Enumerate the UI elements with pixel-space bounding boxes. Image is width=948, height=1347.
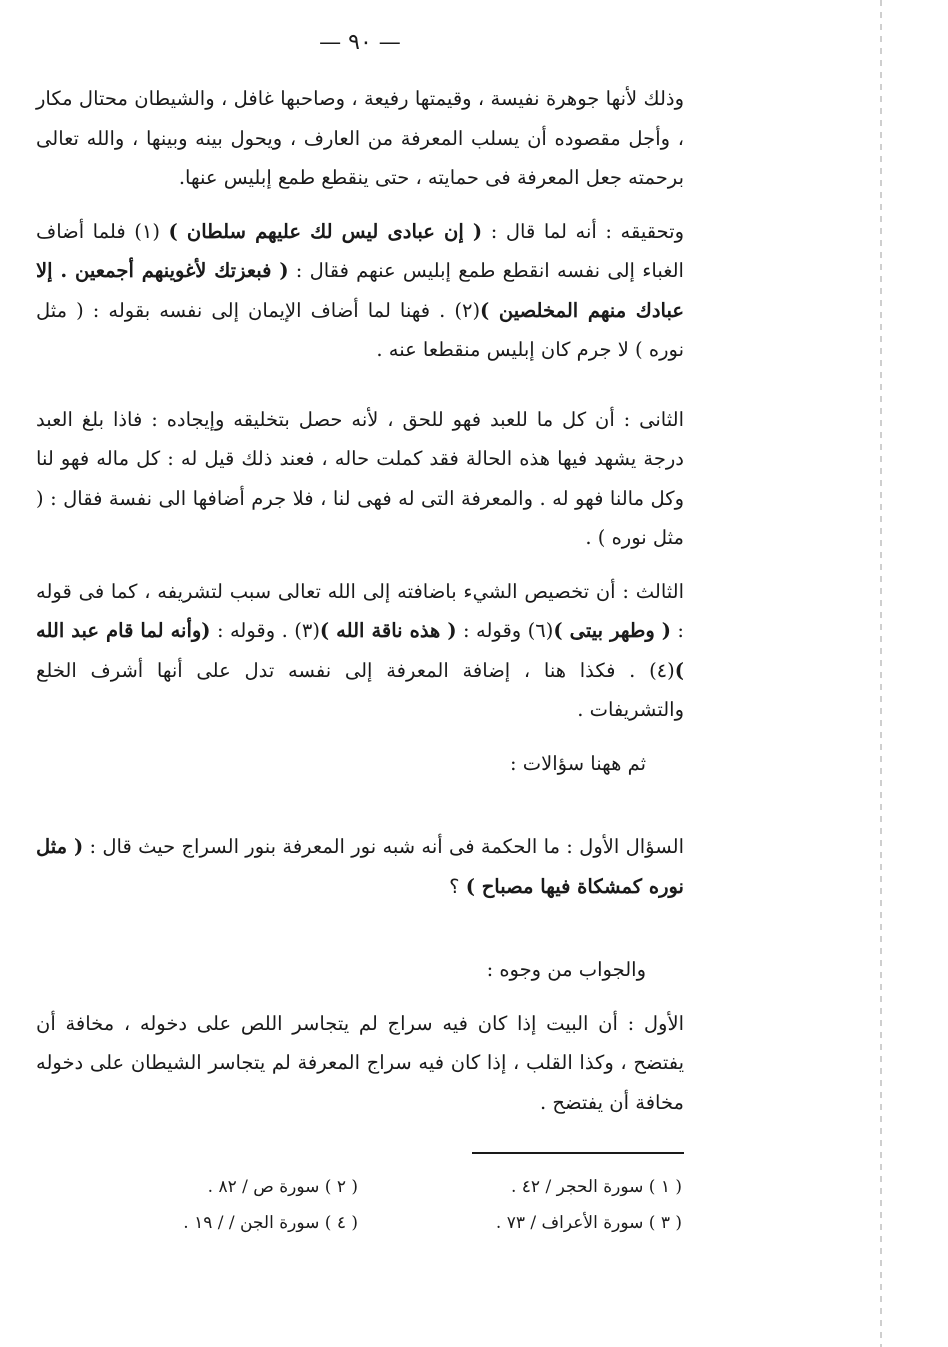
paragraph-text: ؟ [449,874,466,898]
footnote-4: ( ٤ ) سورة الجن / / ١٩ . [183,1213,358,1233]
quran-quote: ( هذه ناقة الله ) [319,619,457,642]
footnote-2: ( ٢ ) سورة ص / ٨٢ . [207,1177,358,1197]
paragraph-text: والجواب من وجوه : [486,958,646,981]
paragraph-text: ثم ههنا سؤالات : [510,751,646,775]
paragraph-text: (١) فلما أضاف الغباء إلى نفسه انقطع طمع إبليس عنهم فقال : [36,219,684,282]
footnotes [36,1172,684,1238]
quran-quote: (وأنه لما قام عبد الله ) [36,619,684,682]
paragraph-text: (٦) وقوله : [456,619,554,642]
footnote-3: ( ٣ ) سورة الأعراف / ٧٣ . [495,1213,682,1233]
paragraph-text: الثانى : أن كل ما للعبد فهو للحق ، لأنه حصل بتخليقه وإيجاده : فاذا بلغ العبد درجة يشهد فيها هذه الحالة فقد كملت حاله ، فعند ذلك قيل له : كل ماله فهو لنا وكل مالنا فهو له . والمعرفة التى له فهى لنا ، فلا جرم أضافها الى نفسة فقال : ( مثل نوره ) . [36,407,684,549]
paragraph-4 [36,572,684,730]
paragraph-8 [36,1004,684,1123]
quran-quote: ( فبعزتك لأغوينهم أجمعين . إلا عبادك منهم المخلصين ) [36,259,684,322]
paragraph-text: وتحقيقه : أنه لما قال : [482,219,684,243]
quran-quote: ( إن عبادى ليس لك عليهم سلطان ) [168,219,483,243]
paragraph-6 [36,827,684,906]
paragraph-text: (٣) . وقوله : [210,619,320,642]
paragraph-2 [36,212,684,370]
scan-edge-mark [880,0,882,1347]
quran-quote: ( وطهر بيتى ) [553,619,671,642]
footnote-divider [472,1152,684,1154]
paragraph-text: وذلك لأنها جوهرة نفيسة ، وقيمتها رفيعة ، وصاحبها غافل ، والشيطان محتال مكار ، وأجل مقصوده أن يسلب المعرفة من العارف ، ويحول بينه وبينها ، والله تعالى برحمته جعل المعرفة فى حمايته ، حتى ينقطع طمع إبليس عنها. [36,87,684,189]
quran-quote: ( مثل نوره كمشكاة فيها مصباح ) [36,835,684,898]
document-page [36,30,684,1238]
paragraph-text: (٤) . فكذا هنا ، إضافة المعرفة إلى نفسه تدل على أنها أشرف الخلع والتشريفات . [36,658,684,721]
paragraph-5 [36,744,684,784]
footnote-1: ( ١ ) سورة الحجر / ٤٢ . [510,1177,682,1197]
page-number: — ٩٠ — [319,30,401,55]
paragraph-text: (٢) . فهنا لما أضاف الإيمان إلى نفسه بقوله : ( مثل نوره ) لا جرم كان إبليس منقطعا عنه . [36,298,684,361]
paragraph-1 [36,79,684,198]
paragraph-text: الثالث : أن تخصيص الشيء باضافته إلى الله تعالى سبب لتشريفه ، كما فى قوله : [36,579,684,642]
paragraph-text: الأول : أن البيت إذا كان فيه سراج لم يتجاسر اللص على دخوله ، مخافة أن يفتضح ، وكذا القلب ، إذا كان فيه سراج المعرفة لم يتجاسر الشيطان على دخوله مخافة أن يفتضح . [36,1011,684,1114]
paragraph-3 [36,400,684,558]
paragraph-text: السؤال الأول : ما الحكمة فى أنه شبه نور المعرفة بنور السراج حيث قال : [83,835,684,858]
paragraph-7 [36,950,684,990]
